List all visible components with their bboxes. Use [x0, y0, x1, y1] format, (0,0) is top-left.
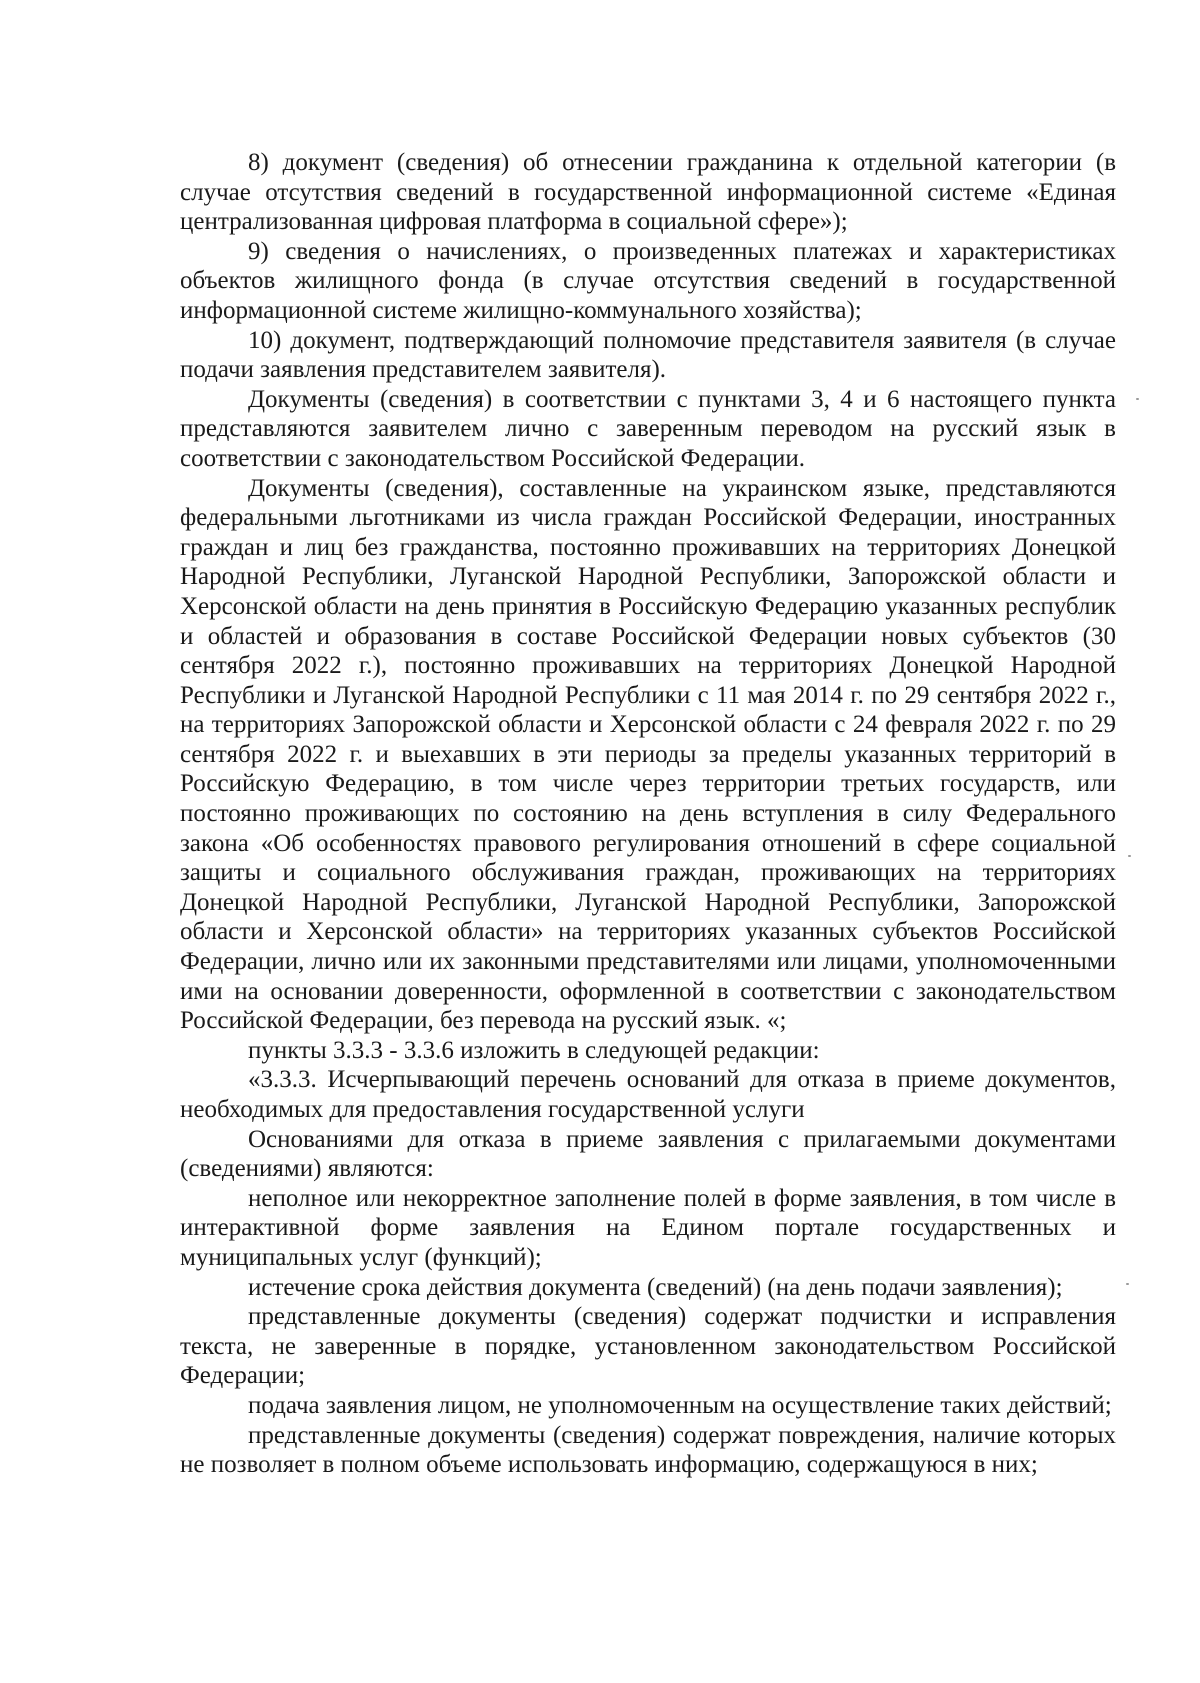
paragraph-item-9: 9) сведения о начислениях, о произведенных платежах и характеристиках объектов жилищного фонда (в случае отсутствия сведений в государственной информационной системе жилищно-коммунального хозяйства); [180, 237, 1116, 324]
paragraph-translation-requirement: Документы (сведения) в соответствии с пунктами 3, 4 и 6 настоящего пункта представляются заявителем лично с заверенным переводом на русский язык в соответствии с законодательством Российской Федерации. [180, 385, 1116, 472]
scan-artifact-dot [1128, 855, 1131, 857]
paragraph-ground-expired-document: истечение срока действия документа (сведений) (на день подачи заявления); [248, 1273, 1063, 1301]
scan-artifact-dot [1136, 398, 1139, 400]
paragraph-item-8: 8) документ (сведения) об отнесении гражданина к отдельной категории (в случае отсутствия сведений в государственной информационной системе «Единая централизованная цифровая платформа в социальной сфере»); [180, 149, 1116, 236]
paragraph-amendment-instruction: пункты 3.3.3 - 3.3.6 изложить в следующей редакции: [248, 1036, 820, 1064]
paragraph-item-10: 10) документ, подтверждающий полномочие представителя заявителя (в случае подачи заявления представителем заявителя). [180, 326, 1116, 384]
paragraph-ground-incomplete-form: неполное или некорректное заполнение полей в форме заявления, в том числе в интерактивной форме заявления на Едином портале государственных и муниципальных услуг (функций); [180, 1184, 1116, 1271]
scan-artifact-dot [1126, 1283, 1129, 1285]
document-body [180, 148, 1116, 1480]
paragraph-ground-damaged-documents: представленные документы (сведения) содержат повреждения, наличие которых не позволяет в полном объеме использовать информацию, содержащуюся в них; [180, 1421, 1116, 1479]
paragraph-ground-corrections: представленные документы (сведения) содержат подчистки и исправления текста, не заверенные в порядке, установленном законодательством Российской Федерации; [180, 1303, 1116, 1390]
paragraph-refusal-grounds-intro: Основаниями для отказа в приеме заявления с прилагаемыми документами (сведениями) являются: [180, 1125, 1116, 1183]
paragraph-ukrainian-documents: Документы (сведения), составленные на украинском языке, представляются федеральными льготниками из числа граждан Российской Федерации, иностранных граждан и лиц без гражданства, постоянно проживавших на территориях Донецкой Народной Республики, Луганской Народной Республики, Запорожской области и Херсонской области на день принятия в Российскую Федерацию указанных республик и областей и образования в составе Российской Федерации новых субъектов (30 сентября 2022 г.), постоянно проживавших на территориях Донецкой Народной Республики и Луганской Народной Республики с 11 мая 2014 г. по 29 сентября 2022 г., на территориях Запорожской области и Херсонской области с 24 февраля 2022 г. по 29 сентября 2022 г. и выехавших в эти периоды за пределы указанных территорий в Российскую Федерацию, в том числе через территории третьих государств, или постоянно проживающих по состоянию на день вступления в силу Федерального закона «Об особенностях правового регулирования отношений в сфере социальной защиты и социального обслуживания граждан, проживающих на территориях Донецкой Народной Республики, Луганской Народной Республики, Запорожской области и Херсонской области» на территориях указанных субъектов Российской Федерации, лично или их законными представителями или лицами, уполномоченными ими на основании доверенности, оформленной в соответствии с законодательством Российской Федерации, без перевода на русский язык. «; [180, 474, 1116, 1035]
paragraph-ground-unauthorized-person: подача заявления лицом, не уполномоченным на осуществление таких действий; [248, 1391, 1112, 1419]
paragraph-section-3-3-3-heading: «3.3.3. Исчерпывающий перечень оснований для отказа в приеме документов, необходимых для предоставления государственной услуги [180, 1066, 1116, 1123]
